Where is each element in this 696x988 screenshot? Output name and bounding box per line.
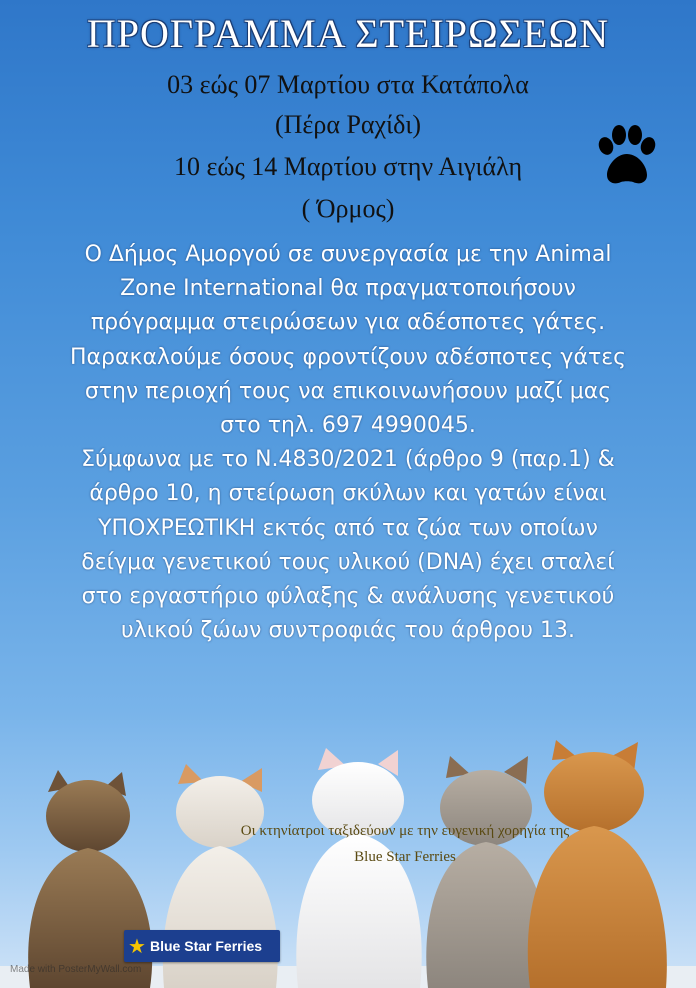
blue-star-ferries-logo <box>124 930 280 962</box>
body-line: Zone International θα πραγματοποιήσουν <box>120 276 576 302</box>
star-icon: ★ <box>128 934 146 958</box>
schedule-line-4: ( Όρμος) <box>301 194 395 223</box>
schedule-line-3: 10 εώς 14 Μαρτίου στην Αιγιάλη <box>173 152 523 181</box>
poster-title: ΠΡΟΓΡΑΜΜΑ ΣΤΕΙΡΩΣΕΩΝ <box>86 11 610 56</box>
body-line: άρθρο 10, η στείρωση σκύλων και γατών είναι <box>89 481 607 507</box>
schedule-line-1: 03 εώς 07 Μαρτίου στα Κατάπολα <box>167 70 529 99</box>
schedule-line-2: (Πέρα Ραχίδι) <box>275 110 421 139</box>
body-line: στην περιοχή τους να επικοινωνήσουν μαζί μας <box>84 378 612 404</box>
paw-print-icon <box>592 124 662 188</box>
body-line: δείγμα γενετικού τους υλικού (DNA) έχει σταλεί <box>81 549 615 575</box>
sponsor-line: Blue Star Ferries <box>354 849 456 865</box>
sponsor-line: Οι κτηνίατροι ταξιδεύουν με την ευγενική χορηγία της <box>240 823 570 839</box>
body-line: υλικού ζώων συντροφιάς του άρθρου 13. <box>121 618 575 644</box>
body-line: στο εργαστήριο φύλαξης & ανάλυσης γενετικού <box>81 584 615 610</box>
announcement-text <box>24 238 672 648</box>
body-line: πρόγραμμα στειρώσεων για αδέσποτες γάτες. <box>90 310 606 336</box>
body-line: Παρακαλούμε όσους φροντίζουν αδέσποτες γάτες <box>69 344 627 370</box>
body-line: ΥΠΟΧΡΕΩΤΙΚΗ εκτός από τα ζώα των οποίων <box>98 515 598 541</box>
watermark: Made with PosterMyWall.com <box>10 964 142 975</box>
logo-text: Blue Star Ferries <box>150 938 263 954</box>
body-line: Ο Δήμος Αμοργού σε συνεργασία με την Animal <box>84 242 612 267</box>
body-line: Σύμφωνα με το Ν.4830/2021 (άρθρο 9 (παρ.1) & <box>81 447 615 473</box>
sponsor-note <box>160 818 650 870</box>
body-line: στο τηλ. 697 4990045. <box>220 413 476 439</box>
